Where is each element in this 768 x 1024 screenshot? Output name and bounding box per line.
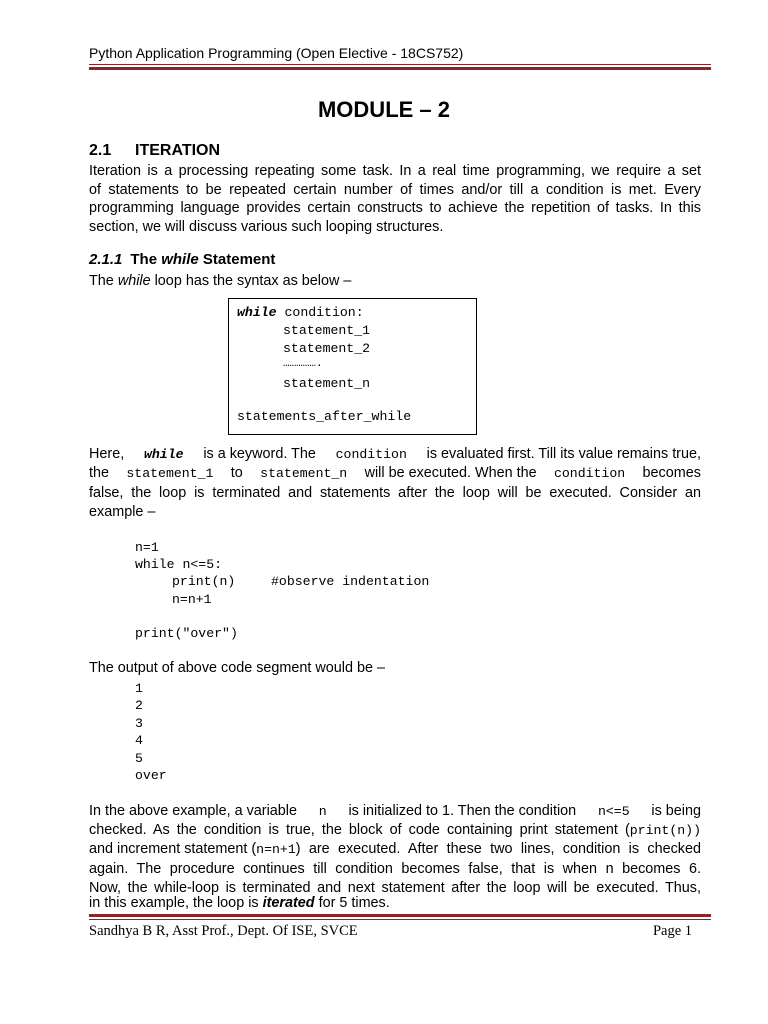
- explain-text: becomes: [642, 465, 701, 481]
- footer-author: Sandhya B R, Asst Prof., Dept. Of ISE, SVCE: [89, 923, 358, 939]
- explain-text: will be executed. When the: [364, 465, 537, 481]
- closing-text: In the above example, a variable: [89, 803, 297, 819]
- output-line: over: [135, 768, 167, 783]
- output-line: 1: [135, 681, 143, 696]
- explain-text: Here,: [89, 446, 125, 462]
- subsection-number: 2.1.1: [89, 251, 123, 268]
- explain-line-1: [89, 446, 701, 462]
- closing-text: checked. As the condition is true, the block of code containing print statement (: [89, 822, 630, 838]
- closing-text: ) are executed. After these two lines, condition is checked: [295, 841, 701, 857]
- closing-line-1: [89, 803, 701, 819]
- explain-code: statement_n: [260, 466, 348, 481]
- closing-text: is being: [651, 803, 701, 819]
- closing-line-6: [89, 895, 390, 911]
- syntax-intro-keyword: while: [117, 273, 151, 289]
- section-title: ITERATION: [135, 142, 221, 159]
- syntax-intro: [89, 273, 351, 289]
- syntax-statement-1: statement_1: [283, 323, 371, 338]
- output-line: 3: [135, 716, 143, 731]
- closing-line-5: Now, the while-loop is terminated and next statement after the loop will be executed. Thus,: [89, 879, 701, 896]
- section-number: 2.1: [89, 142, 112, 159]
- footer-rule-thick: [89, 914, 711, 917]
- output-line: 5: [135, 751, 143, 766]
- syntax-line-while: [237, 305, 364, 320]
- page-number: Page 1: [652, 923, 692, 939]
- syntax-statement-n: statement_n: [283, 376, 371, 391]
- explain-line-2: [89, 465, 701, 481]
- closing-line-4: again. The procedure continues till condition becomes false, that is when n becomes 6.: [89, 861, 701, 877]
- explain-line-3: false, the loop is terminated and statements after the loop will be executed. Consider an: [89, 485, 701, 501]
- syntax-after-while: statements_after_while: [237, 409, 412, 424]
- section-heading: [89, 142, 220, 160]
- header-rule-thick: [89, 67, 711, 70]
- explain-code: statement_1: [126, 466, 214, 481]
- subsection-rest: Statement: [202, 251, 276, 268]
- explain-while-keyword: while: [143, 447, 184, 462]
- subsection-keyword: while: [161, 251, 199, 268]
- closing-line-3: [89, 841, 701, 857]
- output-intro: The output of above code segment would be –: [89, 660, 386, 676]
- closing-text: is initialized to 1. Then the condition: [348, 803, 577, 819]
- syntax-while-keyword: while: [237, 305, 277, 320]
- explain-line-4: example –: [89, 503, 156, 520]
- explain-text: to: [230, 465, 243, 481]
- closing-code: n<=5: [597, 804, 630, 819]
- footer-rule-thin: [89, 919, 711, 920]
- syntax-condition: condition:: [276, 305, 364, 320]
- code-line-5: print("over"): [135, 626, 238, 641]
- code-line-1: n=1: [135, 540, 159, 555]
- output-line: 4: [135, 733, 143, 748]
- explain-text: is evaluated first. Till its value remains true,: [426, 446, 701, 462]
- closing-code: n=n+1: [256, 842, 296, 857]
- closing-text: ): [693, 823, 701, 838]
- subsection-heading: [89, 251, 275, 268]
- closing-text: for 5 times.: [318, 895, 390, 911]
- explain-text: is a keyword. The: [203, 446, 316, 462]
- module-title: MODULE – 2: [317, 97, 451, 122]
- code-line-2: while n<=5:: [135, 557, 223, 572]
- intro-line-4: section, we will discuss various such looping structures.: [89, 218, 444, 235]
- closing-emphasis: iterated: [262, 895, 315, 911]
- code-comment: #observe indentation: [271, 574, 430, 589]
- intro-line-3: programming language provides certain constructs to achieve the repetition of tasks. In this: [89, 200, 701, 216]
- syntax-intro-post: loop has the syntax as below –: [154, 273, 352, 289]
- intro-line-1: Iteration is a processing repeating some task. In a real time programming, we require a set: [89, 163, 701, 179]
- header-rule-thin: [89, 64, 711, 65]
- subsection-the: The: [130, 251, 158, 268]
- closing-code: n: [318, 804, 327, 819]
- closing-text: in this example, the loop is: [89, 895, 259, 911]
- syntax-ellipsis: …………….: [283, 358, 323, 370]
- closing-line-2: [89, 822, 701, 838]
- intro-line-2: of statements to be repeated certain number of times and/or till a condition is met. Every: [89, 181, 701, 198]
- explain-code: condition: [553, 466, 626, 481]
- explain-code: condition: [335, 447, 407, 462]
- output-line: 2: [135, 698, 143, 713]
- code-line-4: n=n+1: [172, 592, 212, 607]
- closing-code: print(n): [629, 823, 694, 838]
- explain-text: the: [89, 465, 110, 481]
- code-line-3: print(n): [172, 574, 236, 589]
- closing-text: and increment statement (: [89, 841, 257, 857]
- syntax-intro-pre: The: [89, 273, 114, 289]
- syntax-statement-2: statement_2: [283, 341, 371, 356]
- running-header: Python Application Programming (Open Elective - 18CS752): [89, 45, 464, 61]
